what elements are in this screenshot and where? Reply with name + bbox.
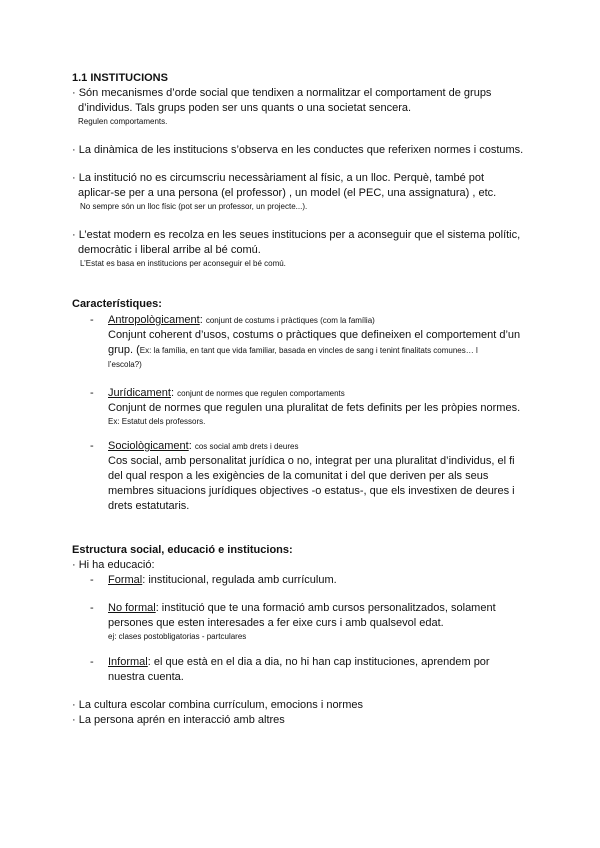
intro-p3-note: No sempre són un lloc físic (pot ser un professor, un projecte...).: [80, 202, 308, 211]
closing-line-1: · La cultura escolar combina currículum, emocions i normes: [72, 699, 364, 711]
item-text-line: drets estatutaris.: [108, 500, 190, 512]
item-text-line: persones que esten interesades a fer eixe curs i amb qualsevol edat.: [108, 617, 444, 629]
term-no-formal: No formal: [108, 602, 156, 614]
list-dash: -: [90, 602, 94, 614]
estructura-lead: · Hi ha educació:: [72, 559, 155, 571]
item-text-line: Cos social, amb personalitat jurídica o no, integrat per una pluralitat d’individus, el fi: [108, 455, 515, 467]
intro-p3-line2: aplicar-se per a una persona (el professor) , un model (el PEC, una assignatura) , etc.: [78, 187, 497, 199]
intro-p1-line2: d’individus. Tals grups poden ser uns quants o una societat sencera.: [78, 102, 412, 114]
item-text-line: membres situacions jurídiques objectives -o estatus-, que els investixen de deures i: [108, 485, 515, 497]
term-note: conjunt de normes que regulen comportaments: [177, 389, 345, 398]
list-item: No formal: institució que te una formació amb cursos personalitzados, solament: [108, 602, 496, 614]
term-juridicament: Jurídicament: [108, 387, 171, 399]
item-text-line: Conjunt coherent d’usos, costums o pràctiques que defineixen el comportement d’un: [108, 329, 521, 341]
intro-p4-line2: democràtic i liberal arribe al bé comú.: [78, 244, 261, 256]
item-note: ej: clases postobligatorias - partculares: [108, 632, 247, 641]
term-note: conjunt de costums i pràctiques (com la família): [205, 316, 375, 325]
closing-line-2: · La persona aprén en interacció amb altres: [72, 714, 285, 726]
intro-p1-note: Regulen comportaments.: [78, 117, 168, 126]
section-title: 1.1 INSTITUCIONS: [72, 72, 168, 84]
list-dash: -: [90, 314, 94, 326]
item-text-line: Conjunt de normes que regulen una pluralitat de fets definits per les pròpies normes.: [108, 402, 521, 414]
item-text-line: nuestra cuenta.: [108, 671, 184, 683]
list-item: Formal: institucional, regulada amb currículum.: [108, 574, 337, 586]
intro-p1-line1: · Són mecanismes d’orde social que tendixen a normalitzar el comportament de grups: [72, 87, 492, 99]
caracteristiques-heading: Característiques:: [72, 298, 162, 310]
item-text-line: l’escola?): [108, 360, 142, 369]
term-informal: Informal: [108, 656, 148, 668]
intro-p4-note: L’Estat es basa en institucions per aconseguir el bé comú.: [80, 259, 286, 268]
term-formal: Formal: [108, 574, 143, 586]
list-item-header: Sociològicament: cos social amb drets i deures: [108, 440, 299, 452]
intro-p4-line1: · L’estat modern es recolza en les seues institucions per a aconseguir que el sistema polític,: [72, 229, 521, 241]
term-note: cos social amb drets i deures: [194, 442, 299, 451]
list-dash: -: [90, 656, 94, 668]
list-dash: -: [90, 440, 94, 452]
list-item-header: Antropològicament: conjunt de costums i pràctiques (com la família): [108, 314, 375, 326]
term-sociologicament: Sociològicament: [108, 440, 189, 452]
intro-p3-line1: · La institució no es circumscriu necessàriament al físic, a un lloc. Perquè, també pot: [72, 172, 485, 184]
list-item: Informal: el que està en el dia a dia, no hi han cap instituciones, aprendem por: [108, 656, 490, 668]
term-antropologicament: Antropològicament: [108, 314, 200, 326]
list-item-header: Jurídicament: conjunt de normes que regulen comportaments: [108, 387, 345, 399]
item-text-line: grup. (Ex: la família, en tant que vida familiar, basada en vincles de sang i tenint finalitats comunes… l: [108, 344, 478, 356]
estructura-heading: Estructura social, educació e institucions:: [72, 544, 293, 556]
list-dash: -: [90, 387, 94, 399]
item-text-line: del qual respon a les exigències de la comunitat i del que deriven per als seus: [108, 470, 489, 482]
intro-p2: · La dinàmica de les institucions s’observa en les conductes que referixen normes i costums.: [72, 144, 524, 156]
item-example: Ex: Estatut dels professors.: [108, 417, 206, 426]
list-dash: -: [90, 574, 94, 586]
